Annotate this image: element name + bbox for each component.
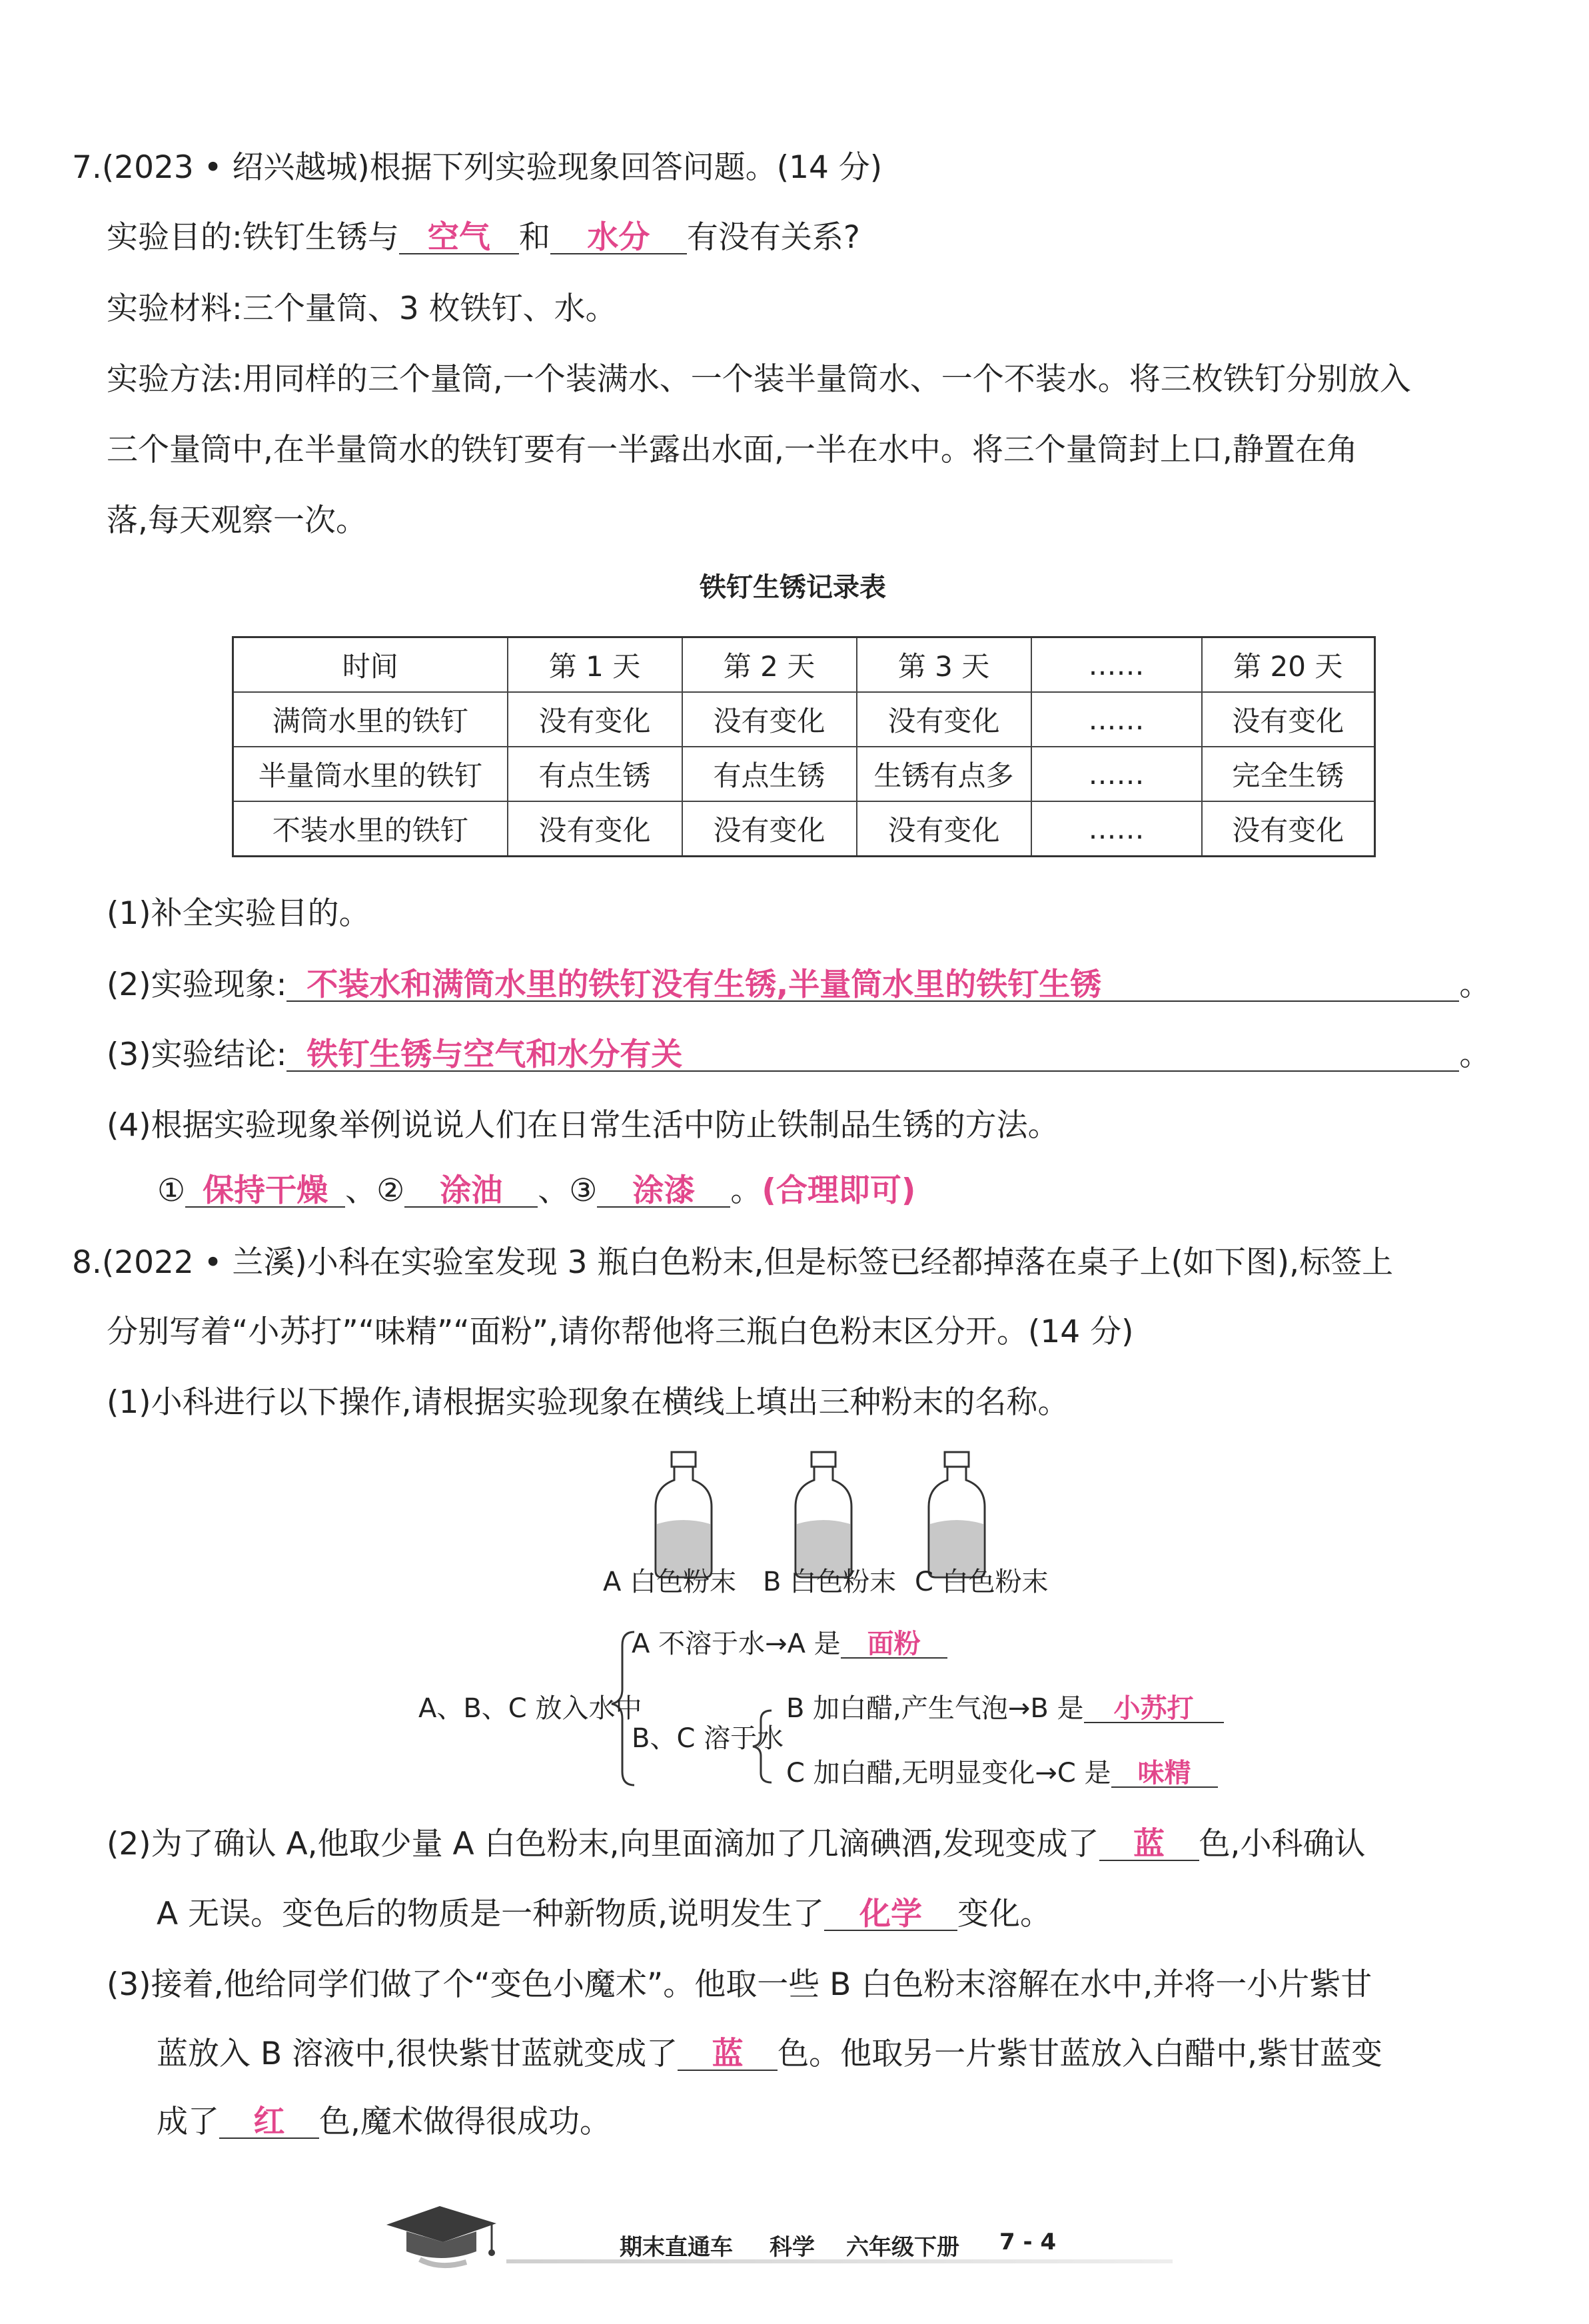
q7-purpose-prefix: 实验目的:铁钉生锈与 bbox=[107, 219, 399, 256]
q7-sub4-num-1: ① bbox=[157, 1172, 186, 1209]
table-cell: 半量筒水里的铁钉 bbox=[233, 747, 508, 801]
q7-sub1: (1)补全实验目的。 bbox=[107, 895, 370, 932]
q7-purpose bbox=[107, 219, 860, 256]
table-cell: 有点生锈 bbox=[682, 747, 857, 801]
q8-sub3-answer-2: 红 bbox=[219, 2106, 319, 2139]
diagram-b-answer: 小苏打 bbox=[1084, 1695, 1224, 1723]
footer-book: 期末直通车 bbox=[620, 2234, 733, 2261]
diagram-root: A、B、C 放入水中 bbox=[418, 1693, 642, 1724]
diagram-c-answer: 味精 bbox=[1111, 1760, 1218, 1788]
q7-sub3-prefix: (3)实验结论: bbox=[107, 1036, 287, 1073]
table-cell: 没有变化 bbox=[682, 801, 857, 857]
q7-sub4-num-2: 、② bbox=[345, 1172, 405, 1209]
diagram-c-text: C 加白醋,无明显变化→C 是 bbox=[786, 1758, 1111, 1788]
footer-subject: 科学 bbox=[770, 2234, 815, 2261]
table-cell: 没有变化 bbox=[508, 692, 682, 747]
q7-materials: 实验材料:三个量筒、3 枚铁钉、水。 bbox=[107, 290, 617, 327]
q7-title: 7.(2023 • 绍兴越城)根据下列实验现象回答问题。(14 分) bbox=[72, 149, 883, 186]
table-cell: …… bbox=[1031, 747, 1202, 801]
q7-method-line-1: 实验方法:用同样的三个量筒,一个装满水、一个装半量筒水、一个不装水。将三枚铁钉分别放入 bbox=[107, 361, 1411, 398]
bottle-label-c: C 白色粉末 bbox=[915, 1567, 1049, 1597]
q7-sub4-note: (合理即可) bbox=[762, 1172, 916, 1209]
q8-sub3-l3-prefix: 成了 bbox=[157, 2104, 219, 2140]
table-row bbox=[233, 692, 1375, 747]
table-title: 铁钉生锈记录表 bbox=[700, 572, 886, 603]
q8-title-line-2: 分别写着“小苏打”“味精”“面粉”,请你帮他将三瓶白色粉末区分开。(14 分) bbox=[107, 1314, 1134, 1350]
diagram-b-text: B 加白醋,产生气泡→B 是 bbox=[786, 1693, 1084, 1724]
diagram-a-answer: 面粉 bbox=[841, 1631, 947, 1659]
q8-sub1: (1)小科进行以下操作,请根据实验现象在横线上填出三种粉末的名称。 bbox=[107, 1384, 1069, 1421]
q7-sub2-end: 。 bbox=[1459, 967, 1491, 1003]
table-cell: 没有变化 bbox=[857, 801, 1031, 857]
table-cell: …… bbox=[1031, 637, 1202, 693]
table-cell: 没有变化 bbox=[1202, 692, 1375, 747]
table-cell: 有点生锈 bbox=[508, 747, 682, 801]
q7-method-line-3: 落,每天观察一次。 bbox=[107, 502, 367, 539]
q7-purpose-answer-2: 水分 bbox=[550, 222, 687, 254]
table-cell: 第 3 天 bbox=[857, 637, 1031, 693]
footer-divider bbox=[506, 2259, 1173, 2263]
q8-sub2-answer-2: 化学 bbox=[824, 1898, 957, 1931]
table-header-row bbox=[233, 637, 1375, 693]
q8-sub2-l1-suffix: 色,小科确认 bbox=[1199, 1826, 1366, 1862]
table-cell: 没有变化 bbox=[682, 692, 857, 747]
q7-sub4-answer-1: 保持干燥 bbox=[185, 1175, 345, 1208]
bottle-label-b: B 白色粉末 bbox=[763, 1567, 897, 1597]
bottle-a-icon bbox=[656, 1452, 712, 1577]
diagram-a-text: A 不溶于水→A 是 bbox=[632, 1629, 841, 1659]
q7-sub3 bbox=[107, 1036, 1491, 1073]
table-cell: 完全生锈 bbox=[1202, 747, 1375, 801]
table-cell: 没有变化 bbox=[857, 692, 1031, 747]
table-cell: …… bbox=[1031, 692, 1202, 747]
q7-sub2-answer: 不装水和满筒水里的铁钉没有生锈,半量筒水里的铁钉生锈 bbox=[286, 969, 1459, 1002]
q7-purpose-suffix: 有没有关系? bbox=[686, 219, 860, 256]
q7-sub4-num-3: 、③ bbox=[538, 1172, 598, 1209]
q8-sub2-l1-prefix: (2)为了确认 A,他取少量 A 白色粉末,向里面滴加了几滴碘酒,发现变成了 bbox=[107, 1826, 1099, 1862]
q8-sub3-l2-prefix: 蓝放入 B 溶液中,很快紫甘蓝就变成了 bbox=[157, 2036, 678, 2072]
q7-sub3-end: 。 bbox=[1459, 1036, 1491, 1073]
table-cell: 满筒水里的铁钉 bbox=[233, 692, 508, 747]
table-cell: 生锈有点多 bbox=[857, 747, 1031, 801]
q7-sub4-answers bbox=[157, 1172, 916, 1209]
q8-sub3-l3-suffix: 色,魔术做得很成功。 bbox=[319, 2104, 611, 2140]
table-row bbox=[233, 801, 1375, 857]
bottle-b-icon bbox=[795, 1452, 851, 1577]
table-cell: 没有变化 bbox=[1202, 801, 1375, 857]
table-cell: 第 2 天 bbox=[682, 637, 857, 693]
q8-sub3-line-1: (3)接着,他给同学们做了个“变色小魔术”。他取一些 B 白色粉末溶解在水中,并将一小片紫甘 bbox=[107, 1966, 1372, 2003]
table-row bbox=[233, 747, 1375, 801]
q7-sub2-prefix: (2)实验现象: bbox=[107, 967, 287, 1003]
table-cell: 时间 bbox=[233, 637, 508, 693]
q8-sub2-line-2 bbox=[157, 1898, 1051, 1931]
q7-sub4-end: 。 bbox=[730, 1172, 762, 1209]
diagram-bc-branch: B、C 溶于水 bbox=[632, 1723, 784, 1754]
table-cell: 第 1 天 bbox=[508, 637, 682, 693]
q7-sub3-answer: 铁钉生锈与空气和水分有关 bbox=[286, 1039, 1459, 1072]
q7-sub2 bbox=[107, 969, 1490, 1002]
q7-purpose-answer-1: 空气 bbox=[399, 222, 519, 254]
q7-sub4-answer-2: 涂油 bbox=[404, 1175, 538, 1208]
q8-sub3-l2-suffix: 色。他取另一片紫甘蓝放入白醋中,紫甘蓝变 bbox=[778, 2036, 1383, 2072]
q8-title-line-1: 8.(2022 • 兰溪)小科在实验室发现 3 瓶白色粉末,但是标签已经都掉落在桌子上(如下图),标签上 bbox=[72, 1244, 1394, 1281]
table-cell: 第 20 天 bbox=[1202, 637, 1375, 693]
q7-purpose-mid: 和 bbox=[518, 219, 550, 256]
q8-sub2-line-1 bbox=[107, 1828, 1365, 1861]
q7-sub4: (4)根据实验现象举例说说人们在日常生活中防止铁制品生锈的方法。 bbox=[107, 1107, 1059, 1144]
footer-page: 7 - 4 bbox=[999, 2229, 1057, 2255]
diagram-c-branch bbox=[786, 1760, 1218, 1788]
table-cell: 没有变化 bbox=[508, 801, 682, 857]
q8-sub3-line-2 bbox=[157, 2038, 1382, 2071]
q8-sub2-answer-1: 蓝 bbox=[1099, 1828, 1199, 1861]
q8-sub3-line-3 bbox=[157, 2106, 611, 2139]
rust-record-table bbox=[232, 636, 1376, 857]
bottle-c-icon bbox=[929, 1452, 985, 1577]
bottle-label-a: A 白色粉末 bbox=[603, 1567, 737, 1597]
q8-sub2-l2-suffix: 变化。 bbox=[957, 1896, 1052, 1932]
table-cell: …… bbox=[1031, 801, 1202, 857]
diagram-a-branch bbox=[632, 1631, 947, 1659]
q7-method-line-2: 三个量筒中,在半量筒水的铁钉要有一半露出水面,一半在水中。将三个量筒封上口,静置在角 bbox=[107, 432, 1358, 468]
q8-sub3-answer-1: 蓝 bbox=[678, 2038, 778, 2071]
table-cell: 不装水里的铁钉 bbox=[233, 801, 508, 857]
q7-sub4-answer-3: 涂漆 bbox=[597, 1175, 730, 1208]
diagram-b-branch bbox=[786, 1695, 1224, 1723]
graduation-cap-icon bbox=[380, 2198, 513, 2271]
q8-sub2-l2-prefix: A 无误。变色后的物质是一种新物质,说明发生了 bbox=[157, 1896, 825, 1932]
footer-grade: 六年级下册 bbox=[846, 2234, 959, 2261]
